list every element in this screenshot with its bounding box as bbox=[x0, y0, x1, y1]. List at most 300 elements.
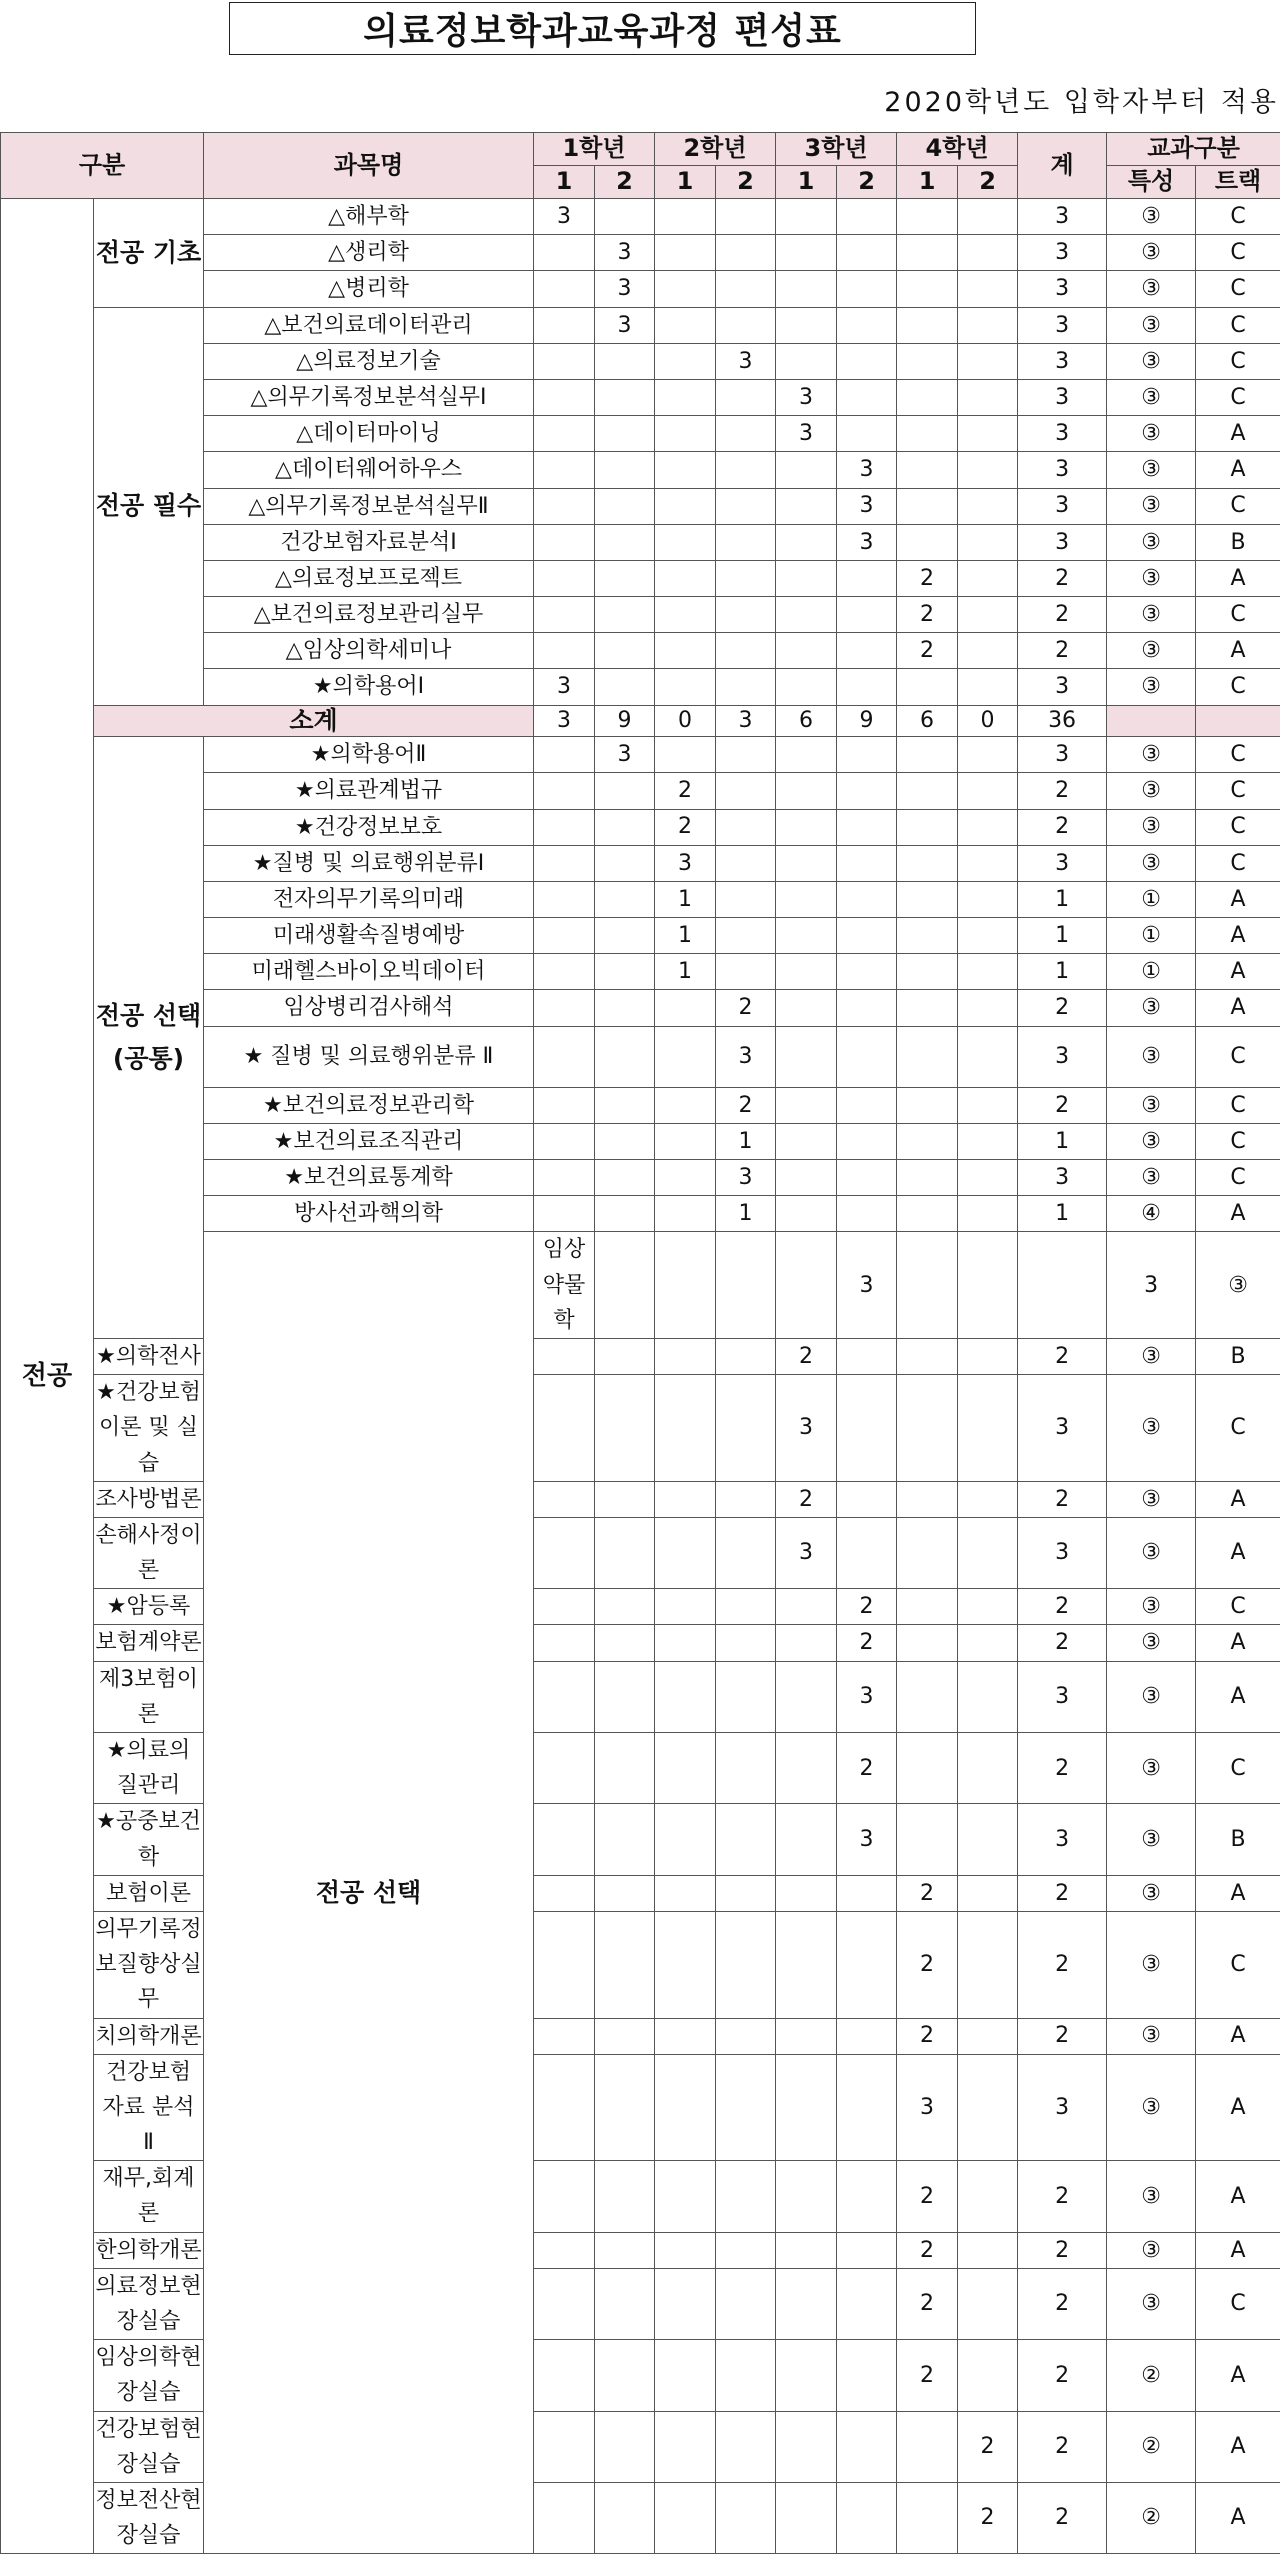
semester-credit bbox=[534, 633, 595, 669]
course-name: 미래헬스바이오빅데이터 bbox=[204, 954, 534, 990]
semester-credit: 1 bbox=[655, 954, 716, 990]
semester-credit bbox=[595, 1804, 655, 1875]
semester-credit bbox=[897, 1517, 958, 1588]
semester-credit bbox=[837, 918, 897, 954]
semester-credit bbox=[655, 524, 716, 560]
semester-credit bbox=[655, 990, 716, 1026]
semester-credit bbox=[897, 918, 958, 954]
semester-credit bbox=[776, 918, 837, 954]
semester-credit bbox=[716, 881, 776, 917]
track-value: A bbox=[1196, 990, 1280, 1026]
trait-value: ③ bbox=[1107, 1160, 1196, 1196]
semester-credit: 3 bbox=[776, 379, 837, 415]
total-credit: 3 bbox=[1018, 199, 1107, 235]
semester-credit: 2 bbox=[776, 1481, 837, 1517]
track-value: A bbox=[1196, 452, 1280, 488]
semester-credit bbox=[776, 560, 837, 596]
trait-value: ① bbox=[1107, 918, 1196, 954]
semester-credit bbox=[655, 416, 716, 452]
trait-value: ③ bbox=[1107, 1625, 1196, 1661]
semester-credit bbox=[716, 597, 776, 633]
total-credit: 2 bbox=[1018, 1733, 1107, 1804]
semester-credit bbox=[958, 737, 1018, 773]
trait-value: ③ bbox=[1107, 1087, 1196, 1123]
semester-credit bbox=[655, 343, 716, 379]
trait-value: ③ bbox=[1107, 271, 1196, 307]
semester-credit bbox=[958, 560, 1018, 596]
semester-credit bbox=[897, 1661, 958, 1732]
track-value: A bbox=[1196, 560, 1280, 596]
semester-credit bbox=[897, 881, 958, 917]
semester-credit bbox=[595, 560, 655, 596]
semester-credit bbox=[837, 560, 897, 596]
semester-credit bbox=[837, 2482, 897, 2553]
track-value: C bbox=[1196, 1375, 1280, 1482]
semester-credit bbox=[595, 1087, 655, 1123]
semester-credit bbox=[534, 1625, 595, 1661]
semester-credit bbox=[595, 379, 655, 415]
semester-credit bbox=[958, 199, 1018, 235]
semester-credit bbox=[595, 2482, 655, 2553]
semester-credit bbox=[595, 2232, 655, 2268]
table-body bbox=[1, 199, 1280, 2554]
total-credit: 1 bbox=[1018, 918, 1107, 954]
course-name: ★의료의 질관리 bbox=[94, 1733, 204, 1804]
semester-credit bbox=[958, 271, 1018, 307]
semester-credit bbox=[655, 1517, 716, 1588]
track-value: C bbox=[1196, 809, 1280, 845]
course-name: 건강보험 자료 분석 Ⅱ bbox=[94, 2054, 204, 2161]
table-row bbox=[1, 307, 1280, 343]
table-row bbox=[1, 2054, 1280, 2161]
semester-credit bbox=[958, 1589, 1018, 1625]
track-value: C bbox=[1196, 773, 1280, 809]
semester-credit bbox=[958, 1196, 1018, 1232]
semester-credit bbox=[534, 1026, 595, 1087]
semester-credit bbox=[716, 1481, 776, 1517]
total-credit: 3 bbox=[1107, 1232, 1196, 1339]
semester-credit: 3 bbox=[837, 488, 897, 524]
track-value: A bbox=[1196, 1481, 1280, 1517]
table-row bbox=[1, 1589, 1280, 1625]
track-value: A bbox=[1196, 2411, 1280, 2482]
semester-credit: 3 bbox=[716, 1160, 776, 1196]
semester-credit bbox=[958, 1375, 1018, 1482]
track-value: A bbox=[1196, 881, 1280, 917]
semester-credit bbox=[837, 271, 897, 307]
semester-credit bbox=[958, 524, 1018, 560]
track-value: C bbox=[1196, 271, 1280, 307]
total-credit: 3 bbox=[1018, 343, 1107, 379]
semester-credit bbox=[655, 1232, 716, 1339]
semester-credit bbox=[655, 271, 716, 307]
semester-credit bbox=[958, 1625, 1018, 1661]
header-year-4: 4학년 bbox=[897, 133, 1018, 166]
track-value: C bbox=[1196, 597, 1280, 633]
semester-credit bbox=[534, 488, 595, 524]
semester-credit bbox=[716, 560, 776, 596]
table-row bbox=[1, 1875, 1280, 1911]
semester-credit bbox=[776, 2268, 837, 2339]
trait-value: ③ bbox=[1107, 809, 1196, 845]
semester-credit bbox=[897, 1625, 958, 1661]
semester-credit bbox=[716, 524, 776, 560]
course-name: 건강보험현장실습 bbox=[94, 2411, 204, 2482]
semester-credit bbox=[897, 669, 958, 705]
semester-credit bbox=[595, 2161, 655, 2232]
semester-credit bbox=[837, 416, 897, 452]
semester-credit bbox=[595, 199, 655, 235]
course-name: △데이터마이닝 bbox=[204, 416, 534, 452]
semester-credit bbox=[897, 343, 958, 379]
track-value: C bbox=[1196, 199, 1280, 235]
curriculum-table bbox=[0, 132, 1280, 2554]
semester-credit bbox=[897, 845, 958, 881]
table-row bbox=[1, 1375, 1280, 1482]
semester-credit bbox=[534, 2018, 595, 2054]
semester-credit bbox=[776, 1661, 837, 1732]
trait-value: ③ bbox=[1107, 1875, 1196, 1911]
semester-credit bbox=[716, 2054, 776, 2161]
semester-credit: 2 bbox=[716, 1087, 776, 1123]
track-value: C bbox=[1196, 379, 1280, 415]
semester-credit bbox=[534, 1911, 595, 2018]
table-row bbox=[1, 1661, 1280, 1732]
table-row bbox=[1, 1338, 1280, 1374]
course-name: 치의학개론 bbox=[94, 2018, 204, 2054]
semester-credit bbox=[897, 199, 958, 235]
course-name: 정보전산현장실습 bbox=[94, 2482, 204, 2553]
semester-credit bbox=[958, 2268, 1018, 2339]
semester-credit bbox=[716, 199, 776, 235]
semester-credit: 3 bbox=[776, 416, 837, 452]
semester-credit bbox=[776, 1123, 837, 1159]
semester-credit bbox=[897, 452, 958, 488]
total-credit: 3 bbox=[1018, 669, 1107, 705]
total-credit: 3 bbox=[1018, 1804, 1107, 1875]
semester-credit bbox=[655, 1733, 716, 1804]
semester-credit bbox=[716, 809, 776, 845]
semester-credit bbox=[897, 737, 958, 773]
semester-credit bbox=[716, 2340, 776, 2411]
semester-credit bbox=[716, 1875, 776, 1911]
semester-credit bbox=[897, 2482, 958, 2553]
semester-credit bbox=[655, 2018, 716, 2054]
semester-credit bbox=[595, 1589, 655, 1625]
semester-credit bbox=[595, 1517, 655, 1588]
semester-credit bbox=[837, 1875, 897, 1911]
semester-credit: 3 bbox=[776, 1517, 837, 1588]
semester-credit bbox=[655, 1375, 716, 1482]
total-credit: 3 bbox=[1018, 416, 1107, 452]
semester-credit bbox=[776, 809, 837, 845]
semester-credit bbox=[595, 1338, 655, 1374]
trait-value: ③ bbox=[1107, 307, 1196, 343]
trait-value: ③ bbox=[1107, 1375, 1196, 1482]
total-credit: 2 bbox=[1018, 1481, 1107, 1517]
trait-value: ① bbox=[1107, 881, 1196, 917]
semester-credit bbox=[837, 1123, 897, 1159]
semester-credit: 3 bbox=[776, 1375, 837, 1482]
table-row bbox=[1, 2340, 1280, 2411]
semester-credit bbox=[837, 1338, 897, 1374]
semester-credit bbox=[776, 343, 837, 379]
semester-credit bbox=[534, 1338, 595, 1374]
semester-credit bbox=[897, 773, 958, 809]
semester-credit bbox=[776, 2232, 837, 2268]
total-credit: 3 bbox=[1018, 1375, 1107, 1482]
semester-credit bbox=[716, 845, 776, 881]
semester-credit bbox=[897, 2411, 958, 2482]
header-semester: 2 bbox=[837, 166, 897, 199]
total-credit: 1 bbox=[1018, 954, 1107, 990]
track-value: C bbox=[1196, 1160, 1280, 1196]
semester-credit bbox=[595, 1026, 655, 1087]
course-name: △생리학 bbox=[204, 235, 534, 271]
semester-credit bbox=[595, 452, 655, 488]
semester-credit bbox=[655, 2411, 716, 2482]
semester-credit: 2 bbox=[897, 1911, 958, 2018]
subtotal-credit: 0 bbox=[655, 705, 716, 737]
semester-credit bbox=[534, 918, 595, 954]
semester-credit: 3 bbox=[595, 235, 655, 271]
semester-credit bbox=[534, 1160, 595, 1196]
semester-credit bbox=[716, 1517, 776, 1588]
semester-credit bbox=[776, 1160, 837, 1196]
total-credit: 3 bbox=[1018, 379, 1107, 415]
semester-credit bbox=[776, 881, 837, 917]
semester-credit bbox=[534, 1375, 595, 1482]
semester-credit: 2 bbox=[897, 2018, 958, 2054]
semester-credit bbox=[716, 1589, 776, 1625]
semester-credit bbox=[534, 2340, 595, 2411]
course-name: ★의학용어Ⅰ bbox=[204, 669, 534, 705]
semester-credit bbox=[837, 2018, 897, 2054]
course-name: ★보건의료통계학 bbox=[204, 1160, 534, 1196]
trait-value: ③ bbox=[1107, 1911, 1196, 2018]
total-credit: 3 bbox=[1018, 1160, 1107, 1196]
total-credit: 2 bbox=[1018, 597, 1107, 633]
total-credit: 1 bbox=[1018, 881, 1107, 917]
semester-credit bbox=[595, 2340, 655, 2411]
trait-value: ③ bbox=[1107, 1733, 1196, 1804]
semester-credit bbox=[534, 990, 595, 1026]
semester-credit: 2 bbox=[655, 773, 716, 809]
semester-credit bbox=[897, 379, 958, 415]
header-track: 트랙 bbox=[1196, 166, 1280, 199]
semester-credit bbox=[837, 1196, 897, 1232]
semester-credit bbox=[534, 1481, 595, 1517]
total-credit: 2 bbox=[1018, 1625, 1107, 1661]
trait-value: ③ bbox=[1107, 524, 1196, 560]
course-name: ★건강보험이론 및 실습 bbox=[94, 1375, 204, 1482]
group-label: 전공 선택 bbox=[204, 1232, 534, 2554]
track-value: A bbox=[1196, 2018, 1280, 2054]
semester-credit bbox=[716, 954, 776, 990]
semester-credit bbox=[897, 307, 958, 343]
semester-credit bbox=[716, 271, 776, 307]
semester-credit bbox=[776, 1625, 837, 1661]
total-credit: 1 bbox=[1018, 1196, 1107, 1232]
track-value: C bbox=[1196, 845, 1280, 881]
semester-credit bbox=[534, 2161, 595, 2232]
table-row bbox=[1, 2161, 1280, 2232]
semester-credit bbox=[716, 669, 776, 705]
semester-credit bbox=[958, 307, 1018, 343]
total-credit: 3 bbox=[1018, 2054, 1107, 2161]
semester-credit bbox=[776, 2340, 837, 2411]
semester-credit bbox=[716, 452, 776, 488]
semester-credit bbox=[958, 1481, 1018, 1517]
semester-credit bbox=[837, 1911, 897, 2018]
semester-credit bbox=[534, 2268, 595, 2339]
semester-credit bbox=[595, 1911, 655, 2018]
semester-credit bbox=[655, 597, 716, 633]
semester-credit bbox=[837, 379, 897, 415]
total-credit: 2 bbox=[1018, 1338, 1107, 1374]
total-credit: 3 bbox=[1018, 1517, 1107, 1588]
semester-credit bbox=[958, 235, 1018, 271]
semester-credit bbox=[837, 1160, 897, 1196]
trait-value: ③ bbox=[1107, 2232, 1196, 2268]
semester-credit bbox=[655, 1661, 716, 1732]
semester-credit bbox=[716, 1338, 776, 1374]
semester-credit bbox=[776, 990, 837, 1026]
semester-credit bbox=[595, 1625, 655, 1661]
total-credit: 2 bbox=[1018, 2018, 1107, 2054]
semester-credit bbox=[534, 1589, 595, 1625]
semester-credit bbox=[595, 845, 655, 881]
semester-credit bbox=[776, 307, 837, 343]
semester-credit bbox=[534, 1196, 595, 1232]
semester-credit: 3 bbox=[534, 669, 595, 705]
semester-credit bbox=[958, 809, 1018, 845]
trait-value: ③ bbox=[1107, 737, 1196, 773]
track-value: A bbox=[1196, 2161, 1280, 2232]
track-value: A bbox=[1196, 2054, 1280, 2161]
semester-credit bbox=[958, 1517, 1018, 1588]
page-title: 의료정보학과교육과정 편성표 bbox=[229, 2, 976, 55]
semester-credit bbox=[958, 488, 1018, 524]
semester-credit bbox=[776, 1589, 837, 1625]
semester-credit bbox=[655, 1196, 716, 1232]
total-credit: 3 bbox=[1018, 1026, 1107, 1087]
table-row bbox=[1, 1481, 1280, 1517]
semester-credit bbox=[776, 597, 837, 633]
semester-credit bbox=[534, 1875, 595, 1911]
course-name: 전자의무기록의미래 bbox=[204, 881, 534, 917]
trait-value: ③ bbox=[1107, 1661, 1196, 1732]
page-subtitle: 2020학년도 입학자부터 적용 bbox=[884, 80, 1279, 119]
semester-credit bbox=[837, 1481, 897, 1517]
semester-credit bbox=[837, 1026, 897, 1087]
semester-credit: 2 bbox=[958, 2482, 1018, 2553]
semester-credit bbox=[897, 1733, 958, 1804]
course-name: ★의료관계법규 bbox=[204, 773, 534, 809]
header-trait: 특성 bbox=[1107, 166, 1196, 199]
total-credit: 1 bbox=[1018, 1123, 1107, 1159]
semester-credit: 1 bbox=[716, 1123, 776, 1159]
header-year-3: 3학년 bbox=[776, 133, 897, 166]
semester-credit bbox=[958, 1911, 1018, 2018]
total-credit: 2 bbox=[1018, 1589, 1107, 1625]
table-row bbox=[1, 2482, 1280, 2553]
track-value: A bbox=[1196, 1625, 1280, 1661]
track-value: A bbox=[1196, 2482, 1280, 2553]
semester-credit bbox=[958, 1087, 1018, 1123]
course-name: 보험계약론 bbox=[94, 1625, 204, 1661]
semester-credit: 2 bbox=[897, 560, 958, 596]
track-value: C bbox=[1196, 488, 1280, 524]
subtotal-credit: 6 bbox=[776, 705, 837, 737]
group-label: 전공 선택 (공통) bbox=[94, 737, 204, 1339]
semester-credit bbox=[595, 2411, 655, 2482]
semester-credit bbox=[655, 1911, 716, 2018]
track-value: C bbox=[1196, 1911, 1280, 2018]
semester-credit bbox=[776, 1911, 837, 2018]
semester-credit: 2 bbox=[897, 597, 958, 633]
semester-credit bbox=[776, 452, 837, 488]
semester-credit bbox=[837, 2161, 897, 2232]
semester-credit bbox=[655, 633, 716, 669]
semester-credit bbox=[655, 1875, 716, 1911]
trait-value: ③ bbox=[1107, 597, 1196, 633]
course-name: △임상의학세미나 bbox=[204, 633, 534, 669]
semester-credit bbox=[958, 1804, 1018, 1875]
semester-credit bbox=[716, 1804, 776, 1875]
subtotal-credit: 3 bbox=[716, 705, 776, 737]
course-name: △보건의료데이터관리 bbox=[204, 307, 534, 343]
course-name: 제3보험이론 bbox=[94, 1661, 204, 1732]
track-value: A bbox=[1196, 416, 1280, 452]
semester-credit: 3 bbox=[655, 845, 716, 881]
semester-credit bbox=[716, 379, 776, 415]
semester-credit bbox=[595, 1232, 655, 1339]
semester-credit: 2 bbox=[897, 1875, 958, 1911]
semester-credit bbox=[837, 2268, 897, 2339]
trait-value: ③ bbox=[1107, 343, 1196, 379]
semester-credit: 3 bbox=[837, 1232, 897, 1339]
semester-credit bbox=[655, 669, 716, 705]
header-semester: 1 bbox=[534, 166, 595, 199]
semester-credit bbox=[897, 809, 958, 845]
semester-credit: 3 bbox=[897, 2054, 958, 2161]
semester-credit bbox=[897, 990, 958, 1026]
table-row bbox=[1, 2268, 1280, 2339]
semester-credit bbox=[716, 1625, 776, 1661]
semester-credit bbox=[837, 199, 897, 235]
semester-credit bbox=[595, 809, 655, 845]
trait-value: ③ bbox=[1107, 235, 1196, 271]
semester-credit bbox=[776, 1733, 837, 1804]
trait-value: ③ bbox=[1107, 1123, 1196, 1159]
semester-credit: 2 bbox=[716, 990, 776, 1026]
table-row bbox=[1, 2232, 1280, 2268]
semester-credit bbox=[897, 235, 958, 271]
semester-credit bbox=[716, 2018, 776, 2054]
table-row bbox=[1, 1625, 1280, 1661]
semester-credit bbox=[534, 452, 595, 488]
track-value: C bbox=[1196, 2268, 1280, 2339]
trait-value: ③ bbox=[1107, 845, 1196, 881]
trait-value: ③ bbox=[1107, 1589, 1196, 1625]
track-value: A bbox=[1196, 1196, 1280, 1232]
semester-credit bbox=[534, 416, 595, 452]
semester-credit bbox=[534, 597, 595, 633]
trait-value: ③ bbox=[1107, 1517, 1196, 1588]
empty-cell bbox=[1107, 705, 1196, 737]
semester-credit bbox=[716, 737, 776, 773]
